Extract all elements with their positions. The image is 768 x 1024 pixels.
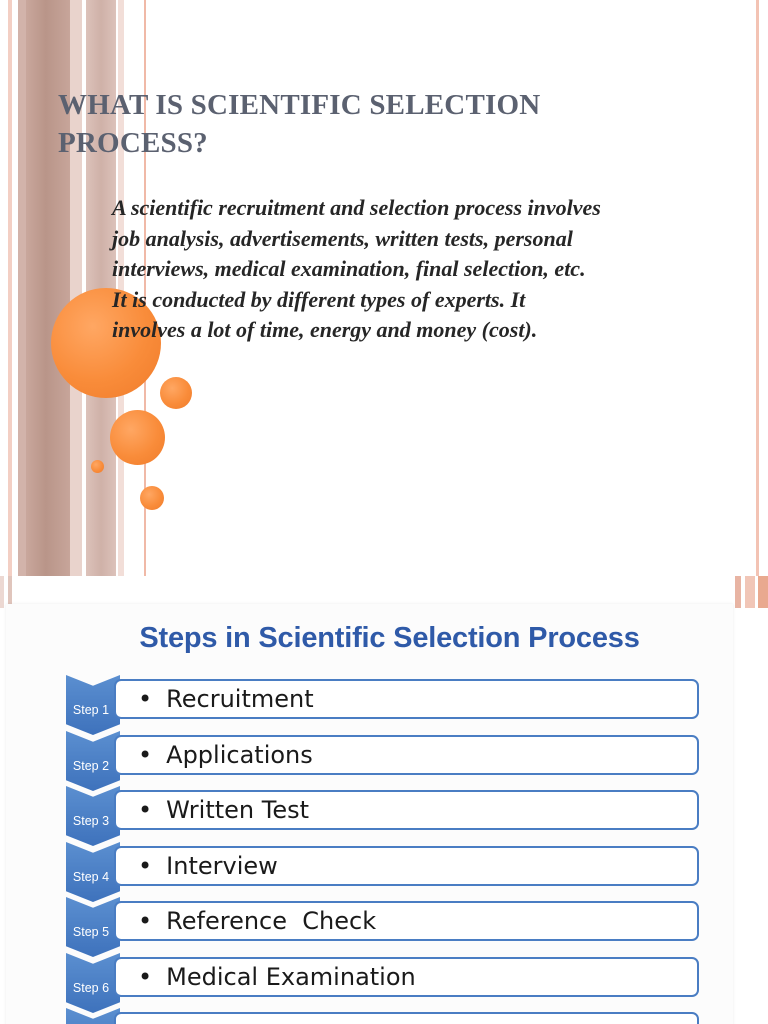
step-text xyxy=(138,795,309,825)
body-line: job analysis, advertisements, written tests, personal xyxy=(112,225,573,251)
decorative-circle xyxy=(91,460,104,473)
step-box xyxy=(114,679,699,719)
bullet: • xyxy=(138,741,153,769)
decorative-stripe xyxy=(18,0,26,576)
step-row xyxy=(6,846,768,894)
bullet: • xyxy=(138,963,153,991)
body-line: interviews, medical examination, final selection, etc. xyxy=(112,256,586,281)
decorative-circle xyxy=(140,486,164,510)
step-row xyxy=(6,957,768,1005)
step-name: Interview xyxy=(166,852,278,880)
slide-2-title: Steps in Scientific Selection Process xyxy=(139,622,640,654)
body-line: A scientific recruitment and selection process involves xyxy=(112,195,601,220)
step-label: Step 5 xyxy=(72,925,110,939)
decorative-stripe xyxy=(735,576,741,608)
step-label: Step 2 xyxy=(72,759,110,773)
step-text xyxy=(138,906,376,936)
step-box xyxy=(114,957,699,997)
step-label: Step 3 xyxy=(72,814,110,828)
decorative-stripe xyxy=(8,0,12,576)
slide-2 xyxy=(6,604,733,1024)
title-line: PROCESS? xyxy=(58,127,208,159)
step-name: Reference Check xyxy=(166,907,377,935)
step-name: Recruitment xyxy=(166,685,314,713)
step-text xyxy=(138,740,313,770)
step-name: Applications xyxy=(166,741,313,769)
step-row xyxy=(6,735,768,783)
slide-1-title xyxy=(58,86,658,162)
step-label: Step 1 xyxy=(72,703,110,717)
step-row xyxy=(6,901,768,949)
step-label: Step 6 xyxy=(72,981,110,995)
decorative-stripe xyxy=(758,576,768,608)
step-box xyxy=(114,1012,699,1024)
bullet: • xyxy=(138,852,153,880)
bullet: • xyxy=(138,907,153,935)
step-name: Medical Examination xyxy=(166,963,416,991)
step-row xyxy=(6,679,768,727)
step-text xyxy=(138,684,314,714)
step-label: Step 4 xyxy=(72,870,110,884)
bullet: • xyxy=(138,685,153,713)
step-row-partial xyxy=(6,1012,768,1024)
step-text xyxy=(138,851,278,881)
decorative-circle xyxy=(110,410,165,465)
step-box xyxy=(114,790,699,830)
step-box xyxy=(114,735,699,775)
body-line: involves a lot of time, energy and money (cost). xyxy=(112,317,538,342)
step-row xyxy=(6,790,768,838)
step-name: Written Test xyxy=(166,796,310,824)
bullet: • xyxy=(138,796,153,824)
title-line: WHAT IS SCIENTIFIC SELECTION xyxy=(58,89,541,121)
decorative-circle xyxy=(160,377,192,409)
step-text xyxy=(138,962,416,992)
decorative-stripe xyxy=(745,576,755,608)
slide-1-body xyxy=(112,193,702,346)
step-box xyxy=(114,846,699,886)
decorative-stripe xyxy=(756,0,759,576)
step-box xyxy=(114,901,699,941)
body-line: It is conducted by different types of experts. It xyxy=(112,286,526,312)
decorative-stripe xyxy=(0,576,4,608)
